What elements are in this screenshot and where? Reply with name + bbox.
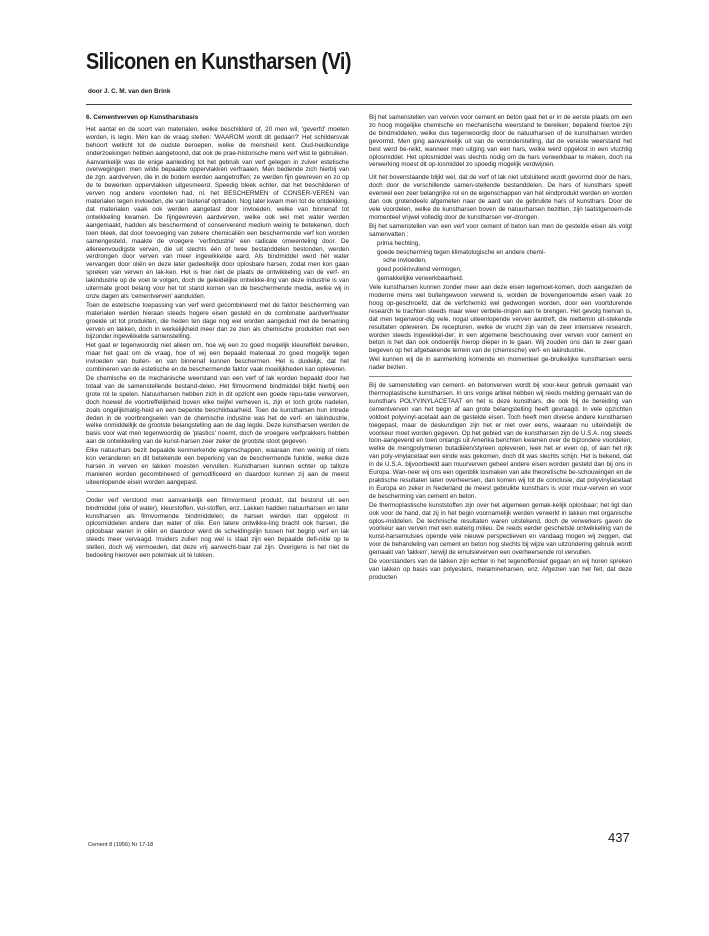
paragraph: Vele kunstharsen kunnen zonder meer aan deze eisen tegemoet-komen, doch aangezien de moderne mens wel buitengewoon verwend is, worden de bovengenoemde eisen vaak zo hoog op-geschroefd, dat de verfchemici wel gedwongen worden, door een voortdurende research te trachten steeds maar weer verbete-ringen aan te brengen. Het gevolg hiervan is, dat men tegenwoor-dig vele, nogal uiteenlopende verven aantreft, die niettemin uit-stekende resultaten opleveren. De recepturen, welke de vrucht zijn van de zeer intensieve research, worden steeds ingewikkel-der; in een algemene beschouwing over verven voor cement en beton is het dan ook ondoenlijk hierop dieper in te gaan. Wij zouden ons dan te zeer gaan begeven op het afgebakende terrein van de (chemische) verf- en lakindustrie.	[369, 284, 632, 355]
list-item: prima hechting,	[377, 239, 421, 247]
footer-citation: Cement 8 (1956) Nr 17-18	[88, 842, 154, 848]
paragraph: De chemische en de mechanische weerstand van een verf of lak worden bepaald door het totaal van de samenstellende bestand-delen. Het filmvormend bindmiddel blijkt hierbij een grote rol te spelen. Natuurharsen hebben zich in dit opzicht een goede repu-tatie verworven, doch hoewel de voortreffelijkheid boven elke twijfel verheven is, zijn er toch grote nadelen, zoals ongelijkmatig-heid en een beperkte beschikbaarheid. Toen de kunstharsen hun intrede deden in de voorbrengselen van de chemische industrie was het de verf- en lakindustrie, welke onmiddellijk de grootste belangstelling aan de dag legde. Deze kunstharsen werden de basis voor wat men tegenwoordig de 'plastics' noemt, doch de vroegere verfprakkers hebben aan de ontwikkeling van de kunst-harsen zeer zeker de grootste stoot gegeven.	[86, 375, 349, 446]
article-author: door J. C. M. van den Brink	[88, 88, 171, 95]
left-column	[86, 114, 349, 561]
paragraph: Elke natuurhars bezit bepaalde kenmerkende eigenschappen, waaraan men weinig of niets kon veranderen en dit betekende een beperking van de beschermende funktie, welke deze harsen in verven en lakken moesten vervullen. Kunstharsen kunnen echter op talloze manieren worden gecombineerd of gemodificeerd en daardoor kunnen zij aan de meest uiteenlopende eisen worden aangepast.	[86, 447, 349, 486]
paragraph: Het aantal en de soort van materialen, welke beschilderd of, 20 men wil, 'geverfd' moeten worden, is legio. Men kan de vraag stellen: 'WAAROM wordt dit gedaan?' Het schildersvak behoort wellicht tot de oudste beroepen, welke de mensheid kent. Oud-heidkundige onderzoekingen hebben aangetoond, dat ook de prae-historische mens verf wist te gebruiken.	[86, 125, 349, 157]
paragraph: Bij het samenstellen van een verf voor cement of beton kan men de gestelde eisen als volgt samenvatten :	[369, 222, 632, 238]
right-column	[369, 114, 632, 583]
header-divider	[86, 104, 632, 105]
paragraph: Aanvankelijk was de enige aanleiding tot het gebruik van verf gelegen in zuiver estetische overwegingen: men wilde bepaalde oppervlakken verfraaien. Men bediende zich hierbij van de zgn. aardverven, die in de bodem werden aangetroffen; ze werden fijn gewreven en zo op de te bewerken oppervlakken uitgesmeerd. Speedig bleek echter, dat het beschilderen of verven nog andere voordelen had, nl. het BESCHERMEN of CONSER-VEREN van materialen tegen invloeden, die van buitenaf optraden. Nog later kwam men tot de ontdekking, dat materialen vaak ook werden aangetast door invloeden, welke van binnenaf tot ontwikkeling kwamen. De fijngewreven aardverven, welke ook wel met water werden aangemaakt, hadden als beschermend of conserverend medium weinig te betekenen, doch toen bleek, dat door toevoeging van zekere chemicaliën een beschermende verf kon worden samengesteld, maakte de vroegere 'verfindustrie' een radicale omwenteling door. De allereenvoudigste verven, die uit slechts één of twee bestanddelen bestonden, werden verdrongen door verven van meer ingewikkelde aard. Als bindmiddel werd het water vervangen door oliën en deze later gedeeltelijk door oplosbare harsen, zodat men kon gaan spreken van verven en lak-ken. Het is hier niet de plaats de ontwikkeling van de verf- en lakindustrie op de voet te volgen, doch de geleidelijke ontwikke-ling van deze industrie is van uitermate groot belang voor het tot stand komen van de beschermende media, welke wij in onze dagen als 'cementverven' aanduiden.	[86, 158, 349, 300]
list-item: goed poriënvullend vermogen,	[377, 266, 462, 274]
paragraph: Bij het samenstellen van verven voor cement en beton gaat het er in de eerste plaats om een zo hoog mogelijke chemische en mechanische weerstand te bereiken; bepalend hiertoe zijn de bindmiddelen, welke dus tegenwoordig door de natuurharsen of de kunstharsen worden gevormd. Men ging aanvankelijk uit van de veronderstelling, dat de vereiste weerstand het best werd be-reikt, wanneer men uitging van een hars, welke werd opgelost in een vluchtig oplosmiddel. Het oplosmiddel was slechts nodig om de hars verwerkbaar te maken, doch na verwerking moest dit op-losmiddel zo spoedig mogelijk verdwijnen.	[369, 114, 632, 169]
paragraph: Wel kunnen wij de in aanmerking komende en momenteel ge-bruikelijke kunstharsen eens nader bezien.	[369, 356, 632, 372]
paragraph: Toen de estetische toepassing van verf werd gecombineerd met de faktor bescherming van materialen werden hieraan steeds hogere eisen gesteld en de combinatie aardverf/water groeide uit tot produkten, die heden ten dage nog wel worden aangeduid met de benaming verven en lakken, doch in werkelijkheid meer dan ze zien als chemische produkten met een bijzonder ingewikkelde samenstelling.	[86, 301, 349, 341]
paragraph: De thermoplastische kunststoffen zijn over het algemeen gemak-kelijk oplosbaar; het ligt dan ook voor de hand, dat zij in het begin voornamelijk werden verwerkt in lakken met organische oplos-middelen. De technische resultaten waren uitstekend, doch de verwerkers gaven de voorkeur aan verven met een waterig milieu. De reeds eerder geschetste ontwikkeling van de kunst-harsemulsies opende vele nieuwe perspectieven en vandaag mogen wij zeggen, dat voor de behandeling van cement en beton nog slechts bij wijze van uitzondering gebruik wordt gemaakt van 'lakken', terwijl de emulsieverven een overheersende rol vervullen.	[369, 501, 632, 557]
paragraph: Bij de samenstelling van cement- en betonverven wordt bij voor-keur gebruik gemaakt van thermoplastische kunstharsen. In ons vorige artikel hebben wij reeds melding gemaakt van de kunsthars POLYVINYLACETAAT en het is deze kunsthars, die ook bij de bereiding van cementverven van het begin af aan grote belangstelling heeft gevraagd. In vele opzichten voldoet polyvinyl-acetaat aan de gestelde eisen. Toch heeft men diverse andere kunstharsen toegepast, maar de deskundigen zijn het er niet over eens, waaraan nu uiteindelijk de voorkeur moet worden gegeven. Op het gebied van de kunstharsen zijn de U.S.A. nog steeds toon-aangevend en toen onlangs uit Amerika berichten kwamen over de bijzondere voordelen, welke de mengpolymeren butadiëen/styreen opleveren, leek het er even op, of aan het rijk van poly-vinylacetaat een einde was gekomen, doch dit was slechts schijn. Het is bekend, dat in de U.S.A. bijvoorbeeld aan muurverven geheel andere eisen worden gesteld dan bij ons in Europa. Wan-neer wij ons een ogenblik losmaken van alle theoretische be-schouwingen en de praktische resultaten laten overheersen, dan komen wij tot de conclusie, dat polyvinylacetaat in Europa en zeker in Nederland de meest gebruikte kunsthars is voor muur-verven en voor de bescherming van cement en beton.	[369, 382, 632, 500]
list-item: goede bescherming tegen klimatologische en andere chemi-	[377, 248, 546, 256]
paragraph: Het gaat er tegenwoordig niet alleen om, hoe wij een zo goed mogelijk kleureffekt bereiken, maar het gaat om de vraag, hoe of wij een bepaald materiaal zo goed mogelijk tegen invloeden van buiten- en van binnenaf kunnen beschermen. Het is duidelijk, dat het combineren van de estetische en de beschermende faktor vaak moeilijkheden kan opleveren.	[86, 342, 349, 374]
section-heading: 6. Cementverven op Kunstharsbasis	[86, 114, 199, 121]
column-divider	[86, 491, 349, 492]
list-item: gemakkelijke verwerkbaarheid.	[377, 275, 464, 283]
list-item: sche invloeden,	[383, 257, 427, 265]
paragraph: Onder verf verstond men aanvankelijk een filmvormend produkt, dat bestond uit een bindmiddel (olie of water), kleurstoffen, vul-stoffen, enz. Lakken hadden natuurharsen en later kunstharsen als filmvormende bindmiddelen; de harsen werden dan opgelost in oplosmiddelen andere dan water of olie. Een latere ontwikke-ling bracht ook harsen, die oplosbaar waren in oliën en daardoor werd de scheidingslijn tussen het begrip verf en lak steeds meer vervaagd. Insiders zullen nog wel is staat zijn een bepaalde defi-nitie op te stellen, doch wij vermoeden, dat deze vrij aanvecht-baar zal zijn. Overigens is het niet de bedoeling hierover een polemiek uit te lokken.	[86, 496, 349, 560]
article-title: Siliconen en Kunstharsen (Vi)	[86, 48, 351, 74]
paragraph: Uit het bovenstaande blijkt wel, dat de verf of lak niet uitsluitend wordt gevormd door de hars, doch door de verschillende samen-stellende bestanddelen. De hars of kunsthars speelt evenwel een zeer belangrijke rol en de eigenschappen van het eindprodukt werden en worden dan ook grotendeels afgemeten naar de aard van de gebruikte hars of kunsthars. Door de vele voordelen, welke de kunstharsen boven de natuurharsen bezitten, zijn laatstgenoem-de momenteel vrijwel volledig door de kunstharsen ver-drongen.	[369, 174, 632, 221]
column-divider	[369, 376, 632, 377]
page-number: 437	[608, 830, 630, 845]
paragraph: De voorstanders van de lakken zijn echter in het tegenoffensief gegaan en wij horen spreken van lakken op basis van polyesters, melamineharsen, enz. Afgezien van het feit, dat deze producten	[369, 558, 632, 581]
